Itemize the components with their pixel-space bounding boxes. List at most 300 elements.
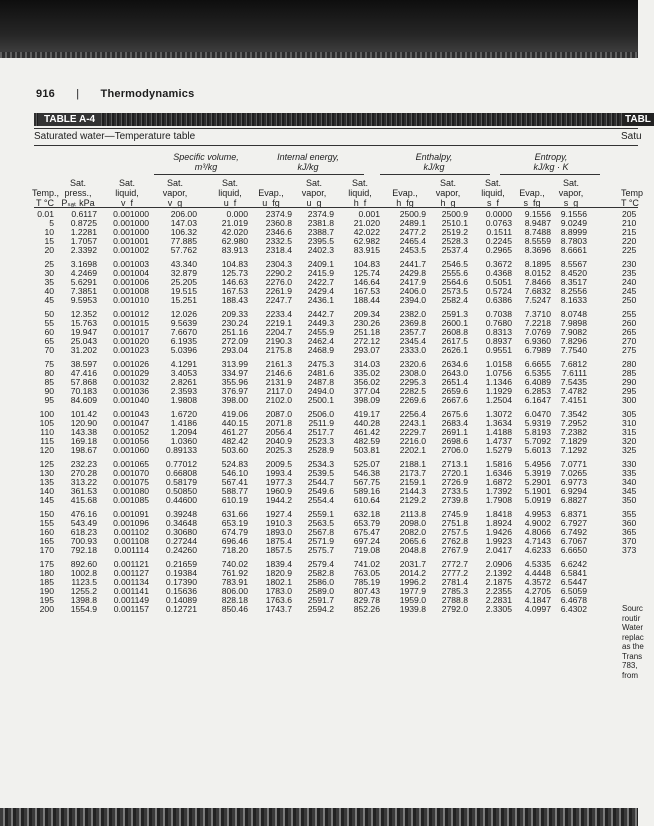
cell-hf: 377.04 — [353, 386, 380, 396]
header-line-1 — [384, 178, 426, 188]
cell-hg: 2564.6 — [441, 277, 468, 287]
cell-sg: 6.4302 — [560, 604, 587, 614]
cell-sg: 7.0265 — [560, 468, 587, 478]
cell-sfg: 7.8466 — [524, 277, 551, 287]
group-header-volume — [151, 152, 261, 172]
cell-sg: 7.6812 — [560, 359, 587, 369]
cell-uf: 272.09 — [221, 336, 248, 346]
cell-sf: 1.7908 — [485, 495, 512, 505]
cell-vg: 1.0360 — [170, 436, 197, 446]
cell-temperature: 100 — [39, 409, 54, 419]
cell-vg: 0.66808 — [165, 468, 197, 478]
cell-vg: 6.1935 — [170, 336, 197, 346]
cell-hfg: 2417.9 — [399, 277, 426, 287]
cell-hg: 2698.6 — [441, 436, 468, 446]
cell-sf: 1.5279 — [485, 445, 512, 455]
table-tag: TABLE A-4 — [38, 113, 101, 126]
cell-temperature: 155 — [39, 518, 54, 528]
cell-ufg: 1875.4 — [265, 536, 292, 546]
cell-ufg: 2131.9 — [265, 377, 292, 387]
cell-ufg: 2360.8 — [265, 218, 292, 228]
cell-sfg: 6.0470 — [524, 409, 551, 419]
cell-hf: 719.08 — [353, 545, 380, 555]
cell-hfg: 2202.1 — [399, 445, 426, 455]
cell-temperature: 55 — [44, 318, 54, 328]
cell-hg: 2537.4 — [441, 245, 468, 255]
cell-hfg: 1977.9 — [399, 586, 426, 596]
cell-ufg: 1977.3 — [265, 477, 292, 487]
cell-sat-pressure: 270.28 — [70, 468, 97, 478]
cell-sfg: 6.6655 — [524, 359, 551, 369]
cell-sg: 7.9898 — [560, 318, 587, 328]
source-note-line: 783, — [622, 661, 638, 670]
edge-temperature: 275 — [622, 345, 637, 355]
cell-ug: 2500.1 — [307, 395, 334, 405]
cell-sat-pressure: 9.5953 — [70, 295, 97, 305]
cell-sfg: 4.0997 — [524, 604, 551, 614]
cell-sf: 1.1346 — [485, 377, 512, 387]
cell-sf: 2.0906 — [485, 559, 512, 569]
cell-sf: 0.2965 — [485, 245, 512, 255]
cell-hfg: 2144.3 — [399, 486, 426, 496]
table-row — [34, 246, 594, 255]
cell-uf: 398.00 — [221, 395, 248, 405]
edge-temperature: 373 — [622, 545, 637, 555]
cell-uf: 334.97 — [221, 368, 248, 378]
cell-sat-pressure: 25.043 — [70, 336, 97, 346]
cell-hfg: 2048.8 — [399, 545, 426, 555]
cell-ufg: 2175.8 — [265, 345, 292, 355]
cell-sfg: 4.1847 — [524, 595, 551, 605]
cell-hf: 83.915 — [353, 245, 380, 255]
cell-ug: 2554.4 — [307, 495, 334, 505]
cell-uf: 42.020 — [221, 227, 248, 237]
cell-temperature: 80 — [44, 368, 54, 378]
cell-uf: 251.16 — [221, 327, 248, 337]
cell-vg: 77.885 — [170, 236, 197, 246]
cell-hg: 2767.9 — [441, 545, 468, 555]
cell-vg: 1.2094 — [170, 427, 197, 437]
cell-sf: 1.9426 — [485, 527, 512, 537]
cell-uf: 83.913 — [221, 245, 248, 255]
cell-ug: 2487.8 — [307, 377, 334, 387]
cell-temperature: 135 — [39, 477, 54, 487]
cell-sat-pressure: 57.868 — [70, 377, 97, 387]
cell-temperature: 185 — [39, 577, 54, 587]
row-group — [34, 310, 594, 355]
header-line-3: h_g — [440, 198, 456, 208]
cell-sat-pressure: 2.3392 — [70, 245, 97, 255]
edge-temperature: 340 — [622, 477, 637, 487]
cell-temperature: 10 — [44, 227, 54, 237]
cell-sfg: 4.5335 — [524, 559, 551, 569]
cell-uf: 293.04 — [221, 345, 248, 355]
cell-sf: 0.0763 — [485, 218, 512, 228]
cell-sf: 1.4188 — [485, 427, 512, 437]
header-line-3: h_f — [353, 198, 367, 208]
group-title: Specific volume, — [173, 152, 239, 162]
cell-hfg: 2014.2 — [399, 568, 426, 578]
cell-hfg: 2282.5 — [399, 386, 426, 396]
cell-vf: 0.001102 — [113, 527, 149, 537]
cell-hg: 2582.4 — [441, 295, 468, 305]
cell-ug: 2534.3 — [307, 459, 334, 469]
edge-temperature: 355 — [622, 509, 637, 519]
row-group — [34, 460, 594, 505]
cell-vf: 0.001141 — [113, 586, 149, 596]
next-page-caption: Satu — [621, 131, 642, 142]
cell-ufg: 2261.9 — [265, 286, 292, 296]
cell-hf: 209.34 — [353, 309, 380, 319]
cell-ug: 2594.2 — [307, 604, 334, 614]
cell-vg: 0.17390 — [165, 577, 197, 587]
cell-sf: 2.2831 — [485, 595, 512, 605]
cell-hf: 272.12 — [353, 336, 380, 346]
group-underline-enthalpy — [380, 174, 490, 175]
cell-vf: 0.001010 — [113, 295, 149, 305]
cell-hg: 2626.1 — [441, 345, 468, 355]
col-header-ug — [294, 178, 334, 208]
source-note-line: Trans — [622, 651, 643, 661]
cell-vf: 0.001114 — [114, 545, 149, 555]
cell-sat-pressure: 31.202 — [70, 345, 97, 355]
cell-ug: 2539.5 — [307, 468, 334, 478]
cell-sg: 7.7540 — [560, 345, 587, 355]
header-line-1: Sat. — [484, 178, 501, 188]
cell-uf: 230.24 — [221, 318, 248, 328]
cell-hf: 675.47 — [353, 527, 380, 537]
cell-hfg: 2295.3 — [399, 377, 426, 387]
col-header-temp — [32, 178, 58, 208]
cell-temperature: 25 — [44, 259, 54, 269]
cell-hf: 852.26 — [353, 604, 380, 614]
edge-temperature: 295 — [622, 386, 637, 396]
cell-ufg: 1763.6 — [265, 595, 292, 605]
cell-hg: 2726.9 — [441, 477, 468, 487]
cell-ug: 2415.9 — [307, 268, 334, 278]
edge-temperature: 265 — [622, 327, 637, 337]
cell-sfg: 4.8066 — [524, 527, 551, 537]
header-line-1: Sat. — [221, 178, 238, 188]
cell-sfg: 8.5559 — [524, 236, 551, 246]
table-caption: Saturated water—Temperature table — [34, 131, 196, 142]
cell-uf: 188.43 — [221, 295, 248, 305]
cell-hf: 230.26 — [353, 318, 380, 328]
col-header-hfg — [384, 178, 426, 208]
cell-hg: 2745.9 — [441, 509, 468, 519]
cell-hg: 2777.2 — [441, 568, 468, 578]
edge-temperature: 220 — [622, 236, 637, 246]
cell-sat-pressure: 792.18 — [70, 545, 97, 555]
cell-sfg: 4.9002 — [524, 518, 551, 528]
cell-sg: 7.0771 — [560, 459, 587, 469]
cell-ufg: 2040.9 — [265, 436, 292, 446]
cell-sfg: 8.3696 — [524, 245, 551, 255]
row-group — [34, 410, 594, 455]
col-header-vf — [102, 178, 152, 208]
group-title: Internal energy, — [277, 152, 339, 162]
cell-hg: 2713.1 — [441, 459, 468, 469]
cell-sg: 8.4520 — [560, 268, 587, 278]
cell-uf: 674.79 — [221, 527, 248, 537]
edge-temperature: 250 — [622, 295, 637, 305]
cell-uf: 482.42 — [221, 436, 248, 446]
cell-vg: 0.15636 — [165, 586, 197, 596]
cell-sf: 0.2245 — [485, 236, 512, 246]
cell-sg: 6.9773 — [560, 477, 587, 487]
header-line-3: Pₛₐₜ kPa — [61, 198, 95, 208]
cell-sg: 7.9082 — [560, 327, 587, 337]
cell-hg: 2691.1 — [441, 427, 468, 437]
cell-ug: 2528.9 — [307, 445, 334, 455]
header-line-1: Sat. — [166, 178, 183, 188]
edge-temperature: 330 — [622, 459, 637, 469]
edge-row-group — [622, 210, 638, 255]
cell-sat-pressure: 169.18 — [70, 436, 97, 446]
cell-vg: 2.3593 — [170, 386, 197, 396]
cell-ufg: 2087.0 — [265, 409, 292, 419]
cell-vf: 0.001012 — [113, 309, 149, 319]
cell-sg: 6.7067 — [560, 536, 587, 546]
cell-hf: 104.83 — [353, 259, 380, 269]
cell-sf: 0.8937 — [485, 336, 512, 346]
cell-ufg: 2190.3 — [265, 336, 292, 346]
cell-temperature: 75 — [44, 359, 54, 369]
cell-hg: 2634.6 — [441, 359, 468, 369]
cell-vf: 0.001002 — [113, 245, 149, 255]
cell-hf: 763.05 — [353, 568, 380, 578]
cell-temperature: 35 — [44, 277, 54, 287]
cell-ug: 2402.3 — [307, 245, 334, 255]
header-line-3: u_fg — [262, 198, 280, 208]
cell-vg: 19.515 — [170, 286, 197, 296]
header-line-3: s_fg — [523, 198, 541, 208]
cell-ug: 2462.4 — [307, 336, 334, 346]
cell-sf: 1.4737 — [485, 436, 512, 446]
group-unit: kJ/kg — [423, 162, 445, 172]
source-note-line: replac — [622, 632, 644, 642]
cell-hg: 2751.8 — [441, 518, 468, 528]
cell-vf: 0.001157 — [113, 604, 149, 614]
cell-ufg: 2056.4 — [265, 427, 292, 437]
edge-temperature: 360 — [622, 518, 637, 528]
cell-sat-pressure: 1.7057 — [70, 236, 97, 246]
cell-vg: 1.9808 — [170, 395, 197, 405]
cell-ug: 2475.3 — [307, 359, 334, 369]
cell-ug: 2517.7 — [307, 427, 334, 437]
cell-hg: 2675.6 — [441, 409, 468, 419]
next-page-source-note — [622, 604, 644, 680]
header-line-2: vapor, — [435, 188, 461, 198]
cell-vg: 0.50850 — [165, 486, 197, 496]
cell-hf: 398.09 — [353, 395, 380, 405]
row-group — [34, 210, 594, 255]
cell-temperature: 50 — [44, 309, 54, 319]
cell-vg: 0.34648 — [165, 518, 197, 528]
cell-ug: 2559.1 — [307, 509, 334, 519]
cell-hfg: 2429.8 — [399, 268, 426, 278]
cell-vf: 0.001085 — [113, 495, 149, 505]
cell-sf: 2.0417 — [485, 545, 512, 555]
cell-temperature: 30 — [44, 268, 54, 278]
cell-hf: 419.17 — [353, 409, 380, 419]
table-tag-bar — [34, 113, 640, 126]
cell-ufg: 1927.4 — [265, 509, 292, 519]
cell-sat-pressure: 19.947 — [70, 327, 97, 337]
cell-hg: 2500.9 — [441, 209, 468, 219]
edge-temperature: 300 — [622, 395, 637, 405]
cell-ufg: 1960.9 — [265, 486, 292, 496]
header-line-3: v_f — [120, 198, 133, 208]
cell-hg: 2762.8 — [441, 536, 468, 546]
cell-hfg: 2465.4 — [399, 236, 426, 246]
cell-vf: 0.001036 — [113, 386, 149, 396]
cell-vf: 0.001056 — [113, 436, 149, 446]
cell-ug: 2481.6 — [307, 368, 334, 378]
page-number: 916 — [36, 88, 55, 100]
cell-sat-pressure: 5.6291 — [70, 277, 97, 287]
cell-sg: 6.5447 — [560, 577, 587, 587]
header-line-1: Sat. — [69, 178, 86, 188]
cell-sat-pressure: 313.22 — [70, 477, 97, 487]
cell-uf: 828.18 — [221, 595, 248, 605]
table-row — [34, 546, 594, 555]
group-header-energy — [248, 152, 368, 172]
cell-hf: 503.81 — [353, 445, 380, 455]
cell-sg: 8.7803 — [560, 236, 587, 246]
edge-temperature: 280 — [622, 359, 637, 369]
cell-sat-pressure: 700.93 — [70, 536, 97, 546]
cell-ufg: 1910.3 — [265, 518, 292, 528]
cell-sf: 2.1875 — [485, 577, 512, 587]
table-row — [34, 605, 594, 614]
header-line-1: Sat. — [351, 178, 368, 188]
cell-ug: 2586.0 — [307, 577, 334, 587]
group-underline-energy — [252, 174, 364, 175]
cell-hfg: 2369.8 — [399, 318, 426, 328]
cell-vf: 0.001023 — [113, 345, 149, 355]
cell-temperature: 125 — [39, 459, 54, 469]
cell-temperature: 0.01 — [37, 209, 54, 219]
header-line-1: Sat. — [562, 178, 579, 188]
cell-sf: 0.1511 — [486, 227, 512, 237]
edge-row-group — [622, 360, 638, 405]
cell-hf: 525.07 — [353, 459, 380, 469]
edge-temperature: 310 — [622, 418, 637, 428]
cell-ug: 2589.0 — [307, 586, 334, 596]
cell-uf: 419.06 — [221, 409, 248, 419]
header-line-1: Temp — [621, 188, 644, 198]
header-line-2: liquid, — [115, 188, 139, 198]
scan-bottom-band — [0, 808, 638, 826]
cell-ufg: 2146.6 — [265, 368, 292, 378]
cell-ug: 2468.9 — [307, 345, 334, 355]
cell-hfg: 2489.1 — [399, 218, 426, 228]
cell-ufg: 1802.1 — [265, 577, 292, 587]
cell-sf: 2.2355 — [485, 586, 512, 596]
cell-hg: 2659.6 — [441, 386, 468, 396]
cell-hfg: 2031.7 — [399, 559, 426, 569]
group-title: Enthalpy, — [415, 152, 453, 162]
cell-hg: 2528.3 — [441, 236, 468, 246]
cell-sat-pressure: 892.60 — [70, 559, 97, 569]
cell-sg: 7.8296 — [560, 336, 587, 346]
cell-uf: 546.10 — [221, 468, 248, 478]
edge-temperature: 305 — [622, 409, 637, 419]
cell-vg: 15.251 — [170, 295, 197, 305]
group-header-enthalpy — [374, 152, 494, 172]
cell-ug: 2591.7 — [307, 595, 334, 605]
cell-ufg: 2025.3 — [265, 445, 292, 455]
col-header-uf — [210, 178, 250, 208]
header-line-2: vapor, — [301, 188, 327, 198]
table-row — [34, 396, 594, 405]
cell-vf: 0.001000 — [113, 209, 149, 219]
cell-vg: 0.44600 — [165, 495, 197, 505]
cell-sat-pressure: 47.416 — [70, 368, 97, 378]
cell-sf: 0.3672 — [485, 259, 512, 269]
cell-hfg: 2500.9 — [399, 209, 426, 219]
cell-sfg: 8.9487 — [524, 218, 551, 228]
cell-sfg: 4.3572 — [524, 577, 551, 587]
cell-sg: 7.5435 — [560, 377, 587, 387]
cell-hg: 2739.8 — [441, 495, 468, 505]
cell-ufg: 2318.4 — [265, 245, 292, 255]
cell-sg: 9.0249 — [560, 218, 587, 228]
cell-sfg: 8.0152 — [524, 268, 551, 278]
cell-vg: 147.03 — [170, 218, 197, 228]
cell-vf: 0.001006 — [113, 277, 149, 287]
cell-hf: 251.18 — [353, 327, 380, 337]
cell-vf: 0.001000 — [113, 218, 149, 228]
cell-temperature: 20 — [44, 245, 54, 255]
cell-vf: 0.001040 — [113, 395, 149, 405]
cell-hg: 2608.8 — [441, 327, 468, 337]
cell-sg: 6.5841 — [560, 568, 587, 578]
cell-uf: 0.000 — [226, 209, 248, 219]
cell-sfg: 5.7092 — [524, 436, 551, 446]
cell-ug: 2511.9 — [308, 418, 334, 428]
cell-sfg: 5.2901 — [524, 477, 551, 487]
cell-sat-pressure: 415.68 — [70, 495, 97, 505]
cell-sf: 1.3634 — [485, 418, 512, 428]
cell-hf: 293.07 — [353, 345, 380, 355]
header-line-2: liquid, — [218, 188, 242, 198]
cell-sfg: 6.9360 — [524, 336, 551, 346]
cell-hf: 546.38 — [353, 468, 380, 478]
cell-temperature: 170 — [39, 545, 54, 555]
cell-sf: 1.6346 — [485, 468, 512, 478]
table-row — [34, 496, 594, 505]
cell-ug: 2575.7 — [307, 545, 334, 555]
cell-sfg: 4.4448 — [524, 568, 551, 578]
cell-sf: 1.1929 — [485, 386, 512, 396]
cell-temperature: 140 — [39, 486, 54, 496]
cell-uf: 355.96 — [221, 377, 248, 387]
cell-sf: 2.1392 — [485, 568, 512, 578]
cell-sat-pressure: 543.49 — [70, 518, 97, 528]
header-line-2: Evap., — [392, 188, 418, 198]
cell-temperature: 95 — [44, 395, 54, 405]
source-note-line: as the — [622, 642, 644, 651]
cell-uf: 718.20 — [221, 545, 248, 555]
cell-ug: 2579.4 — [307, 559, 334, 569]
cell-vf: 0.001108 — [113, 536, 149, 546]
cell-sat-pressure: 1.2281 — [70, 227, 97, 237]
page-header — [36, 88, 194, 100]
cell-vf: 0.001000 — [113, 227, 149, 237]
cell-sfg: 7.0769 — [524, 327, 551, 337]
